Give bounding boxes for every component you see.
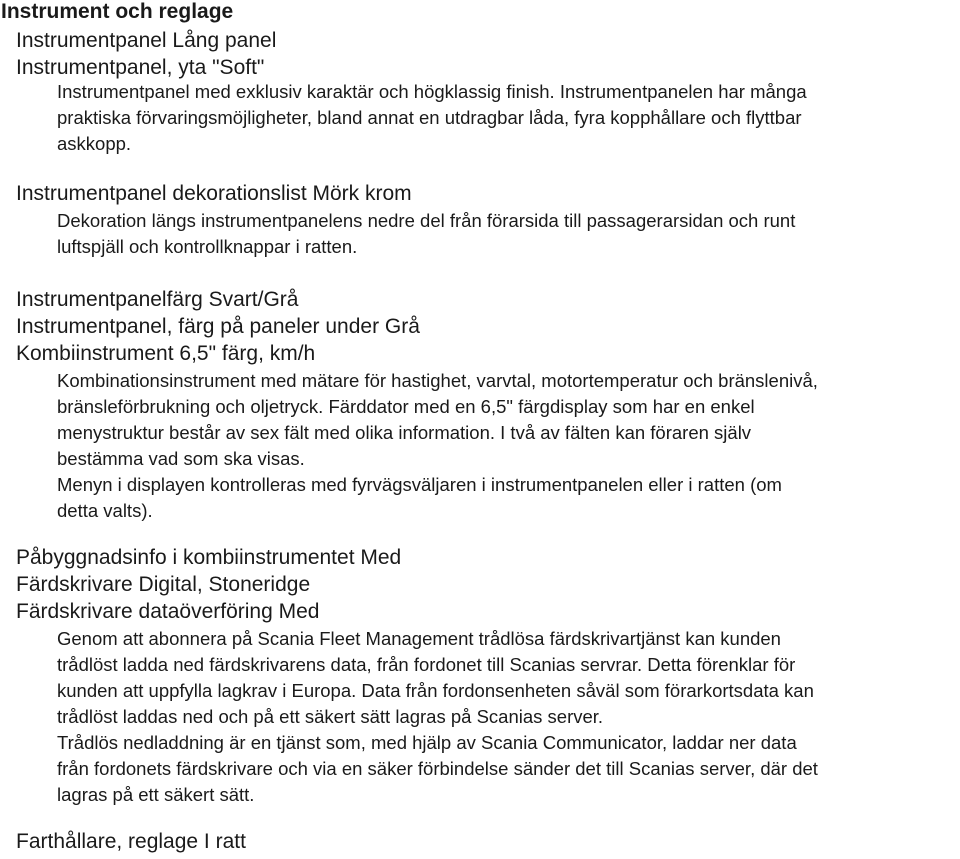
description-line: detta valts). xyxy=(57,500,153,521)
description-line: Kombinationsinstrument med mätare för hastighet, varvtal, motortemperatur och bränslenivå, xyxy=(57,370,818,391)
description-line: Dekoration längs instrumentpanelens nedre del från förarsida till passagerarsidan och runt xyxy=(57,210,796,231)
description-line: luftspjäll och kontrollknappar i ratten. xyxy=(57,236,358,257)
item-heading: Instrumentpanel, färg på paneler under Grå xyxy=(16,315,420,338)
description-line: trådlöst ladda ned färdskrivarens data, från fordonet till Scanias servrar. Detta förenklar för xyxy=(57,654,796,675)
item-heading: Instrumentpanel Lång panel xyxy=(16,29,277,52)
section-title: Instrument och reglage xyxy=(1,0,234,23)
item-description xyxy=(57,208,795,260)
description-line: trådlöst laddas ned och på ett säkert sätt lagras på Scanias server. xyxy=(57,706,604,727)
description-line: Instrumentpanel med exklusiv karaktär och högklassig finish. Instrumentpanelen har många xyxy=(57,81,807,102)
item-heading: Kombiinstrument 6,5" färg, km/h xyxy=(16,342,316,365)
item-description xyxy=(57,368,818,524)
description-line: från fordonets färdskrivare och via en säker förbindelse sänder det till Scanias server, där det xyxy=(57,758,818,779)
item-heading: Färdskrivare dataöverföring Med xyxy=(16,600,320,623)
description-line: lagras på ett säkert sätt. xyxy=(57,784,255,805)
description-line: bestämma vad som ska visas. xyxy=(57,448,305,469)
item-heading: Färdskrivare Digital, Stoneridge xyxy=(16,573,311,596)
item-heading: Instrumentpanelfärg Svart/Grå xyxy=(16,288,299,311)
item-heading: Påbyggnadsinfo i kombiinstrumentet Med xyxy=(16,546,402,569)
item-description xyxy=(57,79,807,157)
description-line: kunden att uppfylla lagkrav i Europa. Data från fordonsenheten såväl som förarkortsdata kan xyxy=(57,680,814,701)
description-line: Genom att abonnera på Scania Fleet Management trådlösa färdskrivartjänst kan kunden xyxy=(57,628,781,649)
item-heading: Instrumentpanel, yta "Soft" xyxy=(16,56,265,79)
item-description xyxy=(57,626,818,808)
description-line: bränsleförbrukning och oljetryck. Färddator med en 6,5" färgdisplay som har en enkel xyxy=(57,396,755,417)
description-line: praktiska förvaringsmöjligheter, bland annat en utdragbar låda, fyra kopphållare och flyttbar xyxy=(57,107,802,128)
description-line: Trådlös nedladdning är en tjänst som, med hjälp av Scania Communicator, laddar ner data xyxy=(57,732,797,753)
item-heading: Farthållare, reglage I ratt xyxy=(16,830,246,853)
description-line: askkopp. xyxy=(57,133,132,154)
description-line: Menyn i displayen kontrolleras med fyrvägsväljaren i instrumentpanelen eller i ratten (om xyxy=(57,474,782,495)
description-line: menystruktur består av sex fält med olika information. I två av fälten kan föraren själv xyxy=(57,422,752,443)
item-heading: Instrumentpanel dekorationslist Mörk krom xyxy=(16,182,412,205)
